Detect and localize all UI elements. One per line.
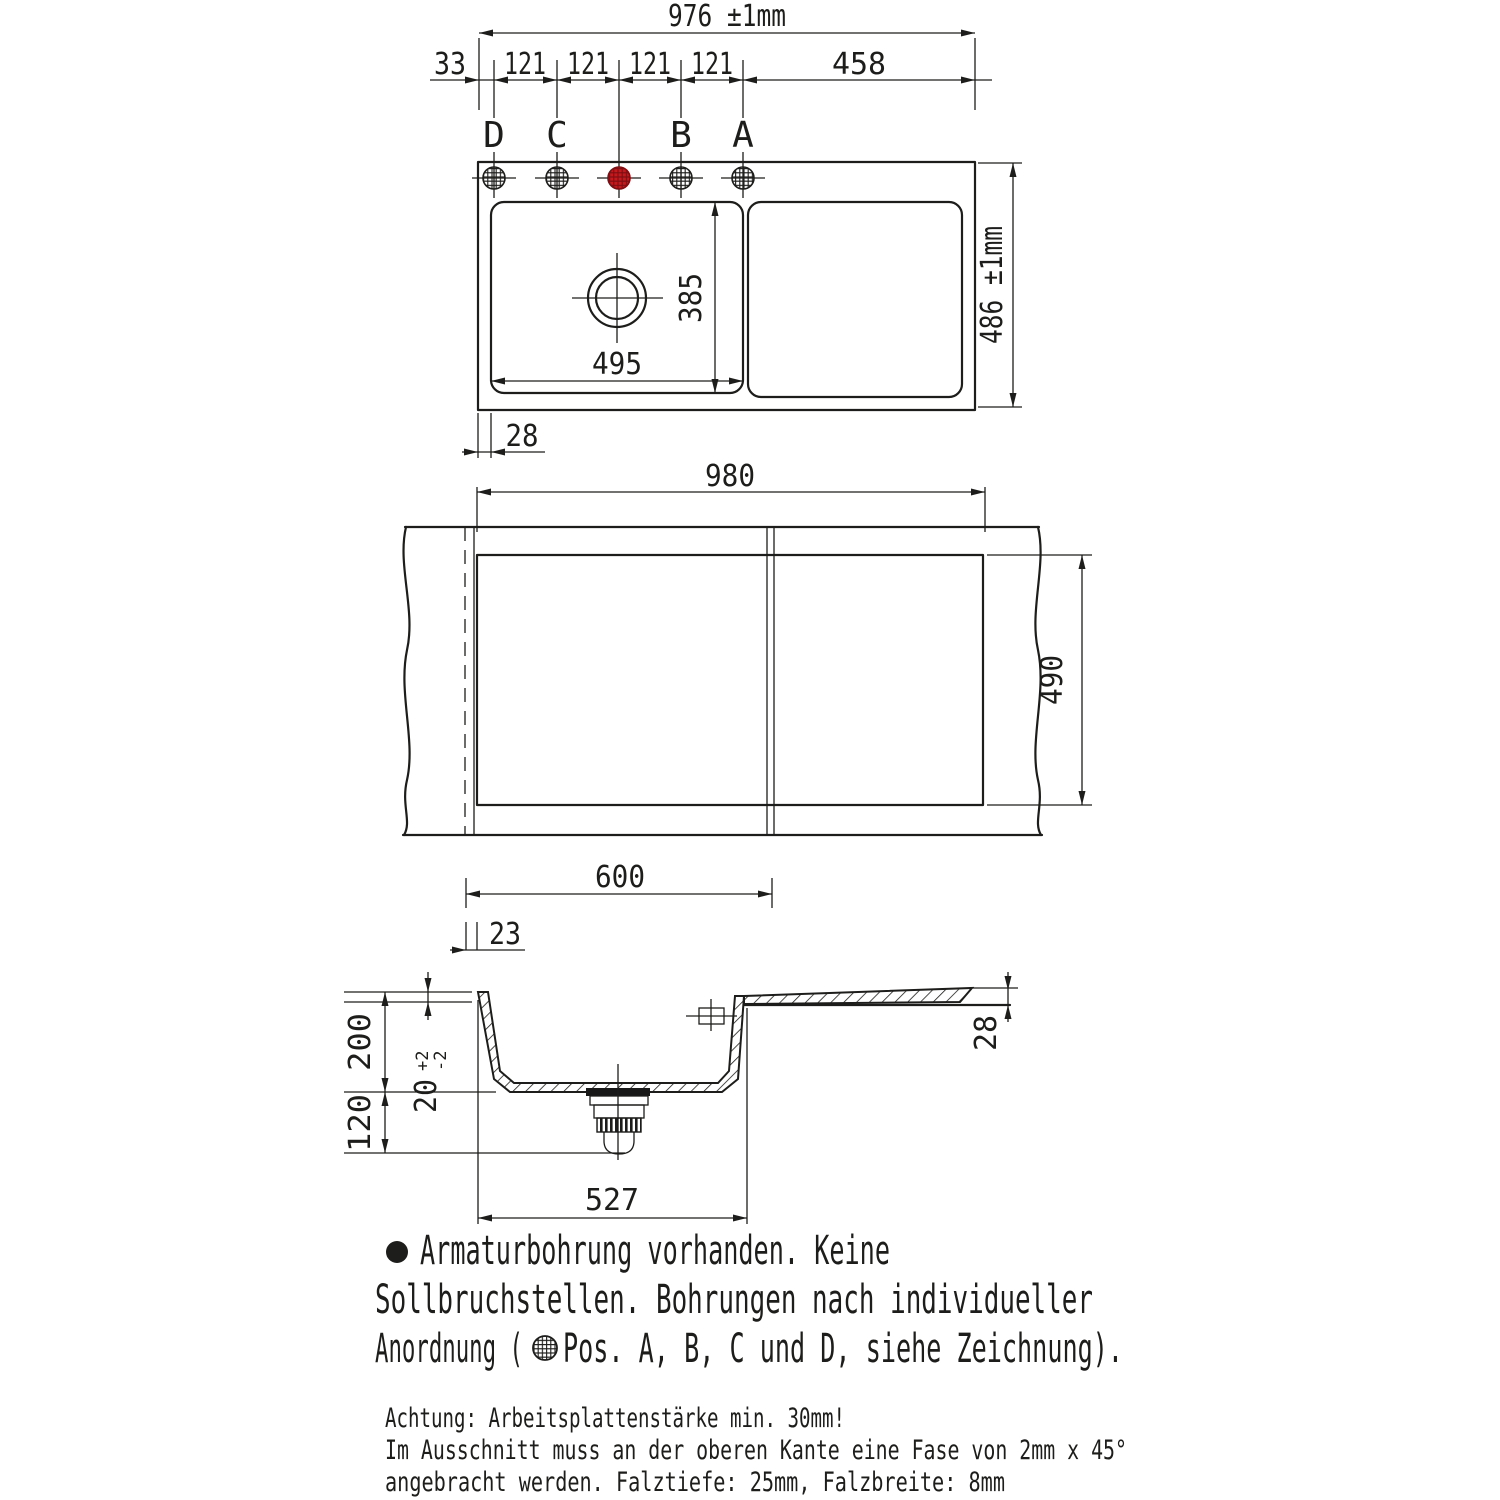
drainboard-section: [744, 988, 972, 1004]
hole-label-d: D: [483, 115, 505, 156]
svg-text:385: 385: [674, 268, 709, 323]
bullet-icon: [386, 1241, 408, 1263]
break-line-left: [404, 527, 410, 835]
dim-cutout-depth: [987, 555, 1092, 805]
note-main-line2: Sollbruchstellen. Bohrungen nach individueller: [375, 1277, 1093, 1323]
dim-121-3: 121: [629, 47, 671, 82]
hole-label-b: B: [670, 115, 692, 156]
overflow-marker: [686, 999, 737, 1031]
dim-overall-depth: [975, 163, 1022, 407]
drainboard-outline: [748, 202, 962, 397]
drain-nut: [597, 1118, 641, 1132]
hole-symbol-icon: [533, 1336, 557, 1360]
note-warning-line1: Achtung: Arbeitsplattenstärke min. 30mm!: [385, 1403, 845, 1434]
svg-text:486 ±1mm: 486 ±1mm: [975, 199, 1010, 344]
dim-rim-offset: [462, 413, 545, 458]
note-main-line3-suffix: Pos. A, B, C und D, siehe Zeichnung).: [563, 1326, 1123, 1372]
drain-dome: [604, 1132, 634, 1154]
sink-outline: [478, 162, 975, 410]
dim-bowl-width: [491, 347, 743, 385]
rim-step-tol-minus: -2: [431, 1050, 451, 1071]
hole-label-a: A: [732, 115, 754, 156]
tap-hole-B: [659, 152, 703, 198]
svg-text:28: 28: [969, 1014, 1004, 1051]
dim-section-bowl-width: [478, 1000, 747, 1224]
top-view: [430, 0, 1022, 458]
bowl-section-wall: [478, 992, 744, 1092]
svg-text:23: 23: [489, 917, 521, 952]
dim-board-thickness: [969, 972, 1012, 1051]
svg-text:120: 120: [343, 1097, 378, 1152]
dim-cutout-width: [477, 459, 985, 532]
dim-33: 33: [434, 47, 466, 82]
note-warning-line2: Im Ausschnitt muss an der oberen Kante eine Fase von 2mm x 45°: [385, 1435, 1127, 1466]
dim-121-2: 121: [567, 47, 609, 82]
svg-text:490: 490: [1035, 650, 1070, 705]
svg-text:976 ±1mm: 976 ±1mm: [668, 0, 786, 34]
tap-hole-A: [721, 152, 765, 198]
svg-text:600: 600: [595, 860, 645, 895]
svg-text:200: 200: [343, 1016, 378, 1071]
hole-label-c: C: [546, 115, 568, 156]
note-main-line3-prefix: Anordnung (: [375, 1326, 523, 1372]
svg-text:28: 28: [505, 419, 539, 454]
svg-text:527: 527: [585, 1183, 639, 1218]
cutout-view: [403, 459, 1092, 954]
cutout-rect: [477, 555, 983, 805]
dim-hole-spacing: [430, 47, 992, 118]
dim-cabinet-width: [466, 860, 772, 908]
dim-121-4: 121: [691, 47, 733, 82]
drain-body-lower: [594, 1105, 644, 1118]
drain-assembly: [586, 1064, 650, 1160]
dim-clearance: [343, 1092, 389, 1153]
section-view: [343, 972, 1018, 1224]
dim-bowl-depth: [674, 202, 719, 393]
dim-458: 458: [832, 47, 886, 82]
drain-symbol: [572, 253, 663, 343]
svg-text:980: 980: [705, 459, 755, 494]
rim-step-tol-plus: +2: [413, 1050, 433, 1071]
dim-121-1: 121: [504, 47, 546, 82]
rim-step-value: 20: [409, 1076, 444, 1113]
note-main-line1: Armaturbohrung vorhanden. Keine: [420, 1228, 890, 1274]
svg-text:495: 495: [592, 347, 642, 382]
dim-section-bowl-depth: [343, 992, 389, 1092]
notes: [375, 1228, 1127, 1498]
tap-hole-C: [535, 152, 579, 198]
note-warning-line3: angebracht werden. Falztiefe: 25mm, Falzbreite: 8mm: [385, 1467, 1005, 1498]
dim-falz-offset: [450, 917, 525, 954]
drain-body-upper: [590, 1096, 648, 1105]
